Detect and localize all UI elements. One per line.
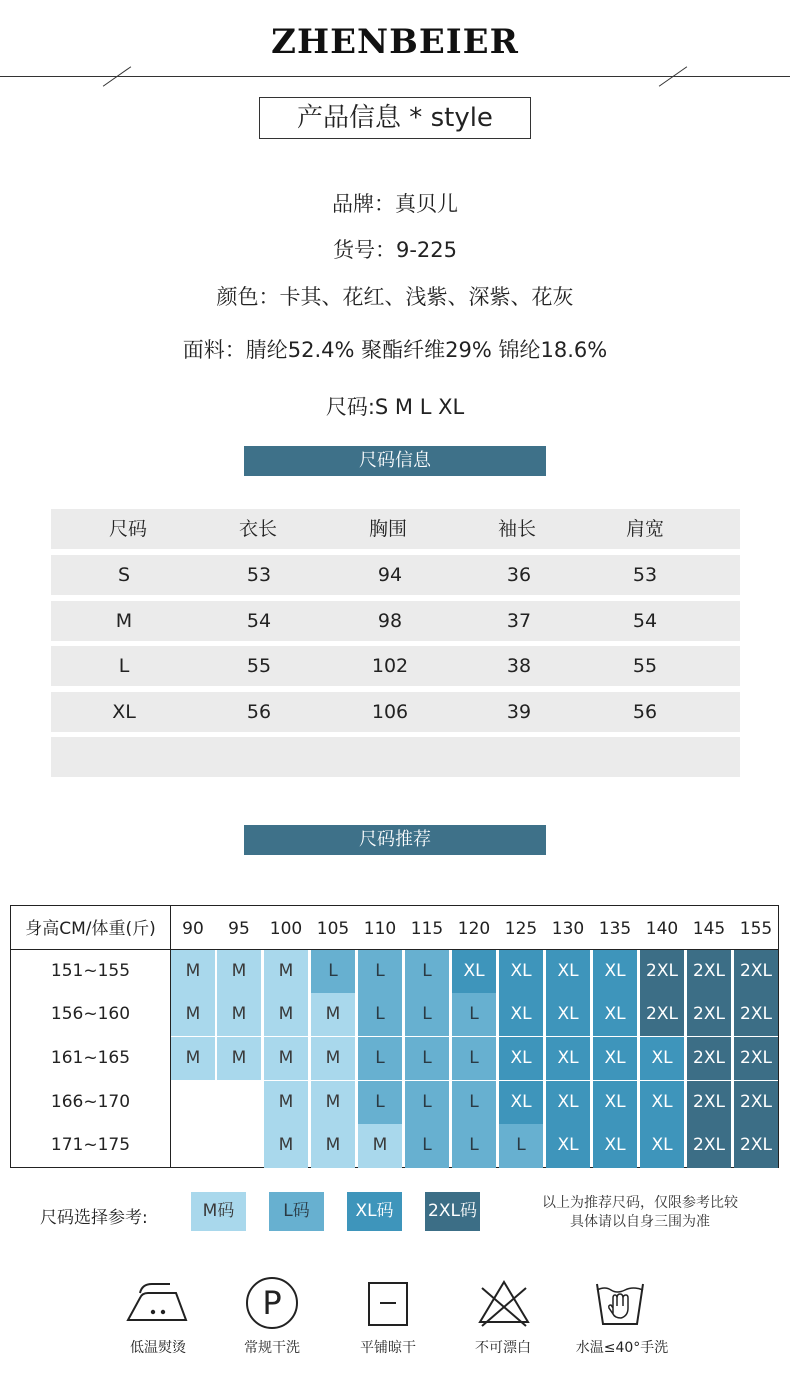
size-cell: L — [405, 1037, 449, 1080]
header-cell: 袖长 — [497, 518, 536, 540]
weight-header: 95 — [228, 919, 250, 939]
size-cell: L — [452, 993, 496, 1036]
size-cell: L — [405, 1124, 449, 1168]
table-cell: S — [117, 564, 131, 586]
legend-note-line1: 以上为推荐尺码，仅限参考比较 — [542, 1195, 738, 1211]
size-cell: M — [311, 1081, 355, 1124]
size-cell: L — [452, 1124, 496, 1168]
size-cell: 2XL — [687, 993, 731, 1036]
care-label: 低温熨烫 — [130, 1340, 186, 1356]
weight-header: 155 — [739, 919, 773, 939]
size-cell: 2XL — [734, 1124, 778, 1168]
size-cell: L — [311, 950, 355, 993]
legend-note-line2: 具体请以自身三围为准 — [570, 1214, 710, 1230]
legend-swatch-l: L码 — [269, 1192, 324, 1231]
svg-text:P: P — [262, 1284, 282, 1322]
size-cell: M — [264, 950, 308, 993]
size-cell: XL — [593, 1081, 637, 1124]
table-cell: 54 — [246, 610, 272, 632]
size-cell: M — [264, 1037, 308, 1080]
table-row — [51, 601, 740, 641]
weight-header: 135 — [598, 919, 632, 939]
size-cell: M — [264, 1124, 308, 1168]
weight-header: 100 — [269, 919, 303, 939]
size-cell: XL — [499, 1037, 543, 1080]
size-cell: L — [358, 993, 402, 1036]
size-cell: 2XL — [734, 993, 778, 1036]
size-cell: XL — [593, 950, 637, 993]
size-table-header — [51, 509, 740, 549]
info-item-number: 货号：9-225 — [332, 238, 458, 262]
size-cell: M — [217, 950, 261, 993]
table-cell: 56 — [632, 701, 658, 723]
table-cell: 39 — [506, 701, 532, 723]
care-label: 水温≤40°手洗 — [575, 1340, 669, 1356]
table-cell: 54 — [632, 610, 658, 632]
size-cell: 2XL — [734, 1081, 778, 1124]
care-label: 不可漂白 — [475, 1340, 531, 1356]
size-cell: XL — [499, 950, 543, 993]
size-cell: L — [499, 1124, 543, 1168]
height-label: 151~155 — [50, 961, 131, 981]
table-cell: 36 — [506, 564, 532, 586]
weight-header: 130 — [551, 919, 585, 939]
size-cell: M — [171, 950, 215, 993]
size-cell: 2XL — [640, 993, 684, 1036]
table-cell: 55 — [246, 655, 272, 677]
table-cell: L — [118, 655, 130, 677]
height-label: 161~165 — [50, 1048, 131, 1068]
size-cell: XL — [546, 993, 590, 1036]
height-label: 156~160 — [50, 1004, 131, 1024]
height-label: 166~170 — [50, 1092, 131, 1112]
weight-header: 120 — [457, 919, 491, 939]
table-row-empty — [51, 737, 740, 777]
legend-label: 尺码选择参考: — [40, 1208, 148, 1228]
size-cell: XL — [640, 1081, 684, 1124]
table-cell: 53 — [246, 564, 272, 586]
care-label: 平铺晾干 — [360, 1340, 416, 1356]
size-cell: M — [311, 1037, 355, 1080]
table-row — [51, 646, 740, 686]
size-cell: M — [171, 1037, 215, 1080]
header-cell: 衣长 — [238, 518, 277, 540]
table-row — [51, 555, 740, 595]
size-cell: XL — [546, 1081, 590, 1124]
size-cell: 2XL — [734, 1037, 778, 1080]
size-cell: L — [452, 1081, 496, 1124]
weight-header: 90 — [182, 919, 204, 939]
size-cell: XL — [640, 1124, 684, 1168]
weight-header: 140 — [645, 919, 679, 939]
weight-header: 105 — [316, 919, 350, 939]
size-cell: XL — [640, 1037, 684, 1080]
size-cell: XL — [499, 993, 543, 1036]
care-label: 常规干洗 — [244, 1340, 300, 1356]
header-cell: 肩宽 — [625, 518, 664, 540]
size-cell: XL — [546, 1037, 590, 1080]
size-cell: M — [264, 993, 308, 1036]
size-cell: L — [452, 1037, 496, 1080]
dry-clean-p-icon — [245, 1276, 299, 1330]
size-cell: XL — [546, 950, 590, 993]
size-cell: L — [358, 1037, 402, 1080]
legend-swatch-xl: XL码 — [347, 1192, 402, 1231]
size-cell: M — [171, 993, 215, 1036]
header-cell: 胸围 — [368, 518, 407, 540]
size-cell: L — [405, 1081, 449, 1124]
size-cell: L — [358, 950, 402, 993]
table-cell: 94 — [377, 564, 403, 586]
table-row — [51, 692, 740, 732]
size-cell: XL — [593, 1124, 637, 1168]
size-info-banner: 尺码信息 — [244, 446, 546, 476]
info-sizes: 尺码:S M L XL — [325, 395, 465, 419]
size-cell: L — [405, 950, 449, 993]
legend-swatch-m: M码 — [191, 1192, 246, 1231]
table-cell: 38 — [506, 655, 532, 677]
size-cell: M — [311, 993, 355, 1036]
header-cell: 尺码 — [108, 518, 147, 540]
size-cell: M — [217, 1037, 261, 1080]
table-cell: 53 — [632, 564, 658, 586]
corner-label: 身高CM/体重(斤) — [25, 919, 156, 939]
table-cell: M — [115, 610, 133, 632]
size-cell: 2XL — [687, 1081, 731, 1124]
size-cell: XL — [452, 950, 496, 993]
table-cell: 56 — [246, 701, 272, 723]
table-cell: 106 — [371, 701, 409, 723]
size-cell: M — [217, 993, 261, 1036]
info-brand: 品牌：真贝儿 — [332, 192, 458, 216]
size-cell: M — [311, 1124, 355, 1168]
iron-low-temp-icon — [126, 1280, 190, 1324]
no-bleach-icon — [476, 1278, 532, 1328]
size-cell: M — [358, 1124, 402, 1168]
brand-title: ZHENBEIER — [271, 22, 519, 62]
table-cell: 98 — [377, 610, 403, 632]
size-cell: 2XL — [687, 1124, 731, 1168]
table-cell: XL — [112, 701, 136, 723]
dry-flat-icon — [367, 1281, 409, 1327]
weight-header: 115 — [410, 919, 444, 939]
table-cell: 55 — [632, 655, 658, 677]
size-cell: XL — [499, 1081, 543, 1124]
weight-header: 125 — [504, 919, 538, 939]
legend-swatch-2xl: 2XL码 — [425, 1192, 480, 1231]
size-recommend-banner: 尺码推荐 — [244, 825, 546, 855]
size-cell: 2XL — [734, 950, 778, 993]
size-cell: XL — [593, 1037, 637, 1080]
table-cell: 102 — [371, 655, 409, 677]
size-cell: 2XL — [687, 950, 731, 993]
size-cell: L — [405, 993, 449, 1036]
size-cell: 2XL — [687, 1037, 731, 1080]
height-label: 171~175 — [50, 1135, 131, 1155]
weight-header: 145 — [692, 919, 726, 939]
info-colors: 颜色：卡其、花红、浅紫、深紫、花灰 — [216, 285, 574, 309]
size-cell: M — [264, 1081, 308, 1124]
header-rule — [10, 949, 779, 950]
size-cell: L — [358, 1081, 402, 1124]
label-column-rule — [170, 905, 171, 1168]
section-title: 产品信息 * style — [259, 97, 531, 139]
table-cell: 37 — [506, 610, 532, 632]
size-cell: 2XL — [640, 950, 684, 993]
size-cell: XL — [546, 1124, 590, 1168]
size-cell: XL — [593, 993, 637, 1036]
weight-header: 110 — [363, 919, 397, 939]
info-fabric: 面料：腈纶52.4% 聚酯纤维29% 锦纶18.6% — [182, 338, 608, 362]
hand-wash-icon — [595, 1278, 645, 1328]
